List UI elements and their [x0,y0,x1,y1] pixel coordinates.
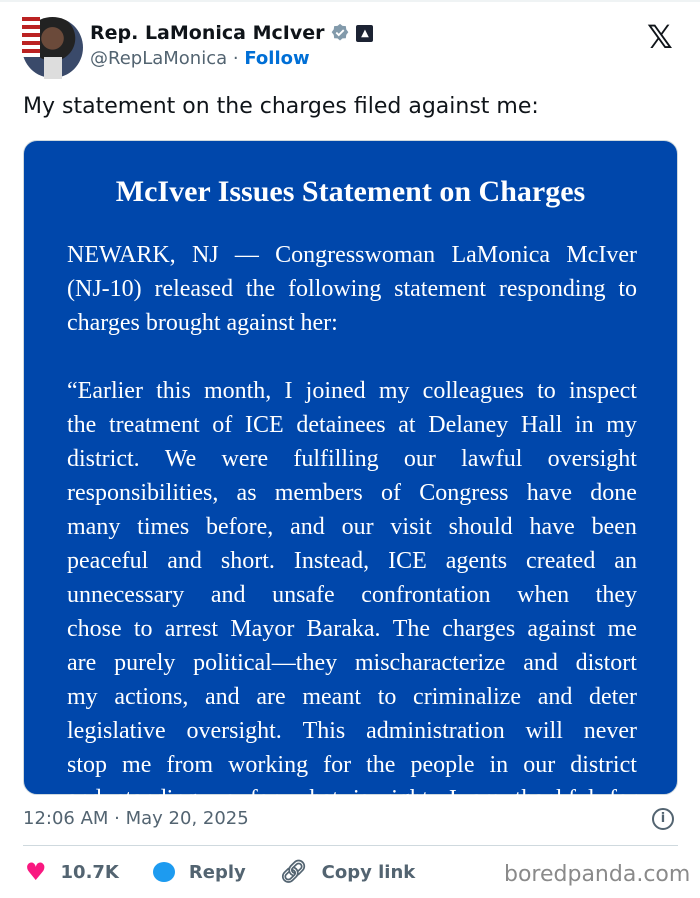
statement-line: unnecessary and unsafe confrontation when they [67,582,637,608]
statement-line: chose to arrest Mayor Baraka. The charges against me [67,616,637,642]
author-handle-row [90,48,310,69]
separator: · [232,48,239,69]
copy-link-button[interactable] [280,860,416,885]
reply-bubble-icon [153,862,175,882]
like-button[interactable] [25,858,119,886]
statement-line: many times before, and our visit should have been [67,514,637,540]
statement-line: stop me from working for the people in our district [67,752,637,778]
watermark: boredpanda.com [504,862,691,887]
reply-label: Reply [188,861,246,883]
tweet-text: My statement on the charges filed against me: [23,94,539,119]
link-icon: 🔗︎ [279,859,308,885]
statement-line: peaceful and short. Instead, ICE agents created an [67,548,637,574]
like-count: 10.7K [60,861,119,883]
divider [23,845,678,846]
top-divider [0,0,700,2]
statement-line: responsibilities, as members of Congress have done [67,480,637,506]
statement-body [67,238,637,816]
statement-line: charges brought against her: [67,310,338,336]
info-icon[interactable]: i [652,808,674,830]
copy-link-label: Copy link [321,861,416,883]
author-handle[interactable]: @RepLaMonica [90,48,228,69]
statement-line: NEWARK, NJ — Congresswoman LaMonica McIver [67,242,637,268]
statement-image[interactable] [23,140,678,812]
timestamp[interactable]: 12:06 AM · May 20, 2025 [23,808,249,829]
statement-line: (NJ-10) released the following statement responding to [67,276,637,302]
statement-line: legislative oversight. This administration will never [67,718,637,744]
statement-line: and standing up for what is right. I am thankful for [67,786,637,812]
statement-line: district. We were fulfilling our lawful oversight [67,446,637,472]
government-affiliation-icon: ▲ [356,25,373,42]
verified-badge-icon [330,23,350,43]
statement-line: are purely political—they mischaracterize and distort [67,650,637,676]
follow-button[interactable]: Follow [244,48,310,69]
x-logo-icon[interactable]: 𝕏 [647,18,673,56]
avatar[interactable] [22,17,83,78]
statement-line: “Earlier this month, I joined my colleagues to inspect [67,378,637,404]
statement-title: McIver Issues Statement on Charges [115,175,586,208]
reply-button[interactable] [153,862,246,883]
statement-line: the treatment of ICE detainees at Delaney Hall in my [67,412,637,438]
author-name[interactable]: Rep. LaMonica McIver ▲ [90,22,373,44]
heart-icon: ♥ [25,858,47,886]
statement-line: my actions, and are meant to criminalize and deter [67,684,637,710]
